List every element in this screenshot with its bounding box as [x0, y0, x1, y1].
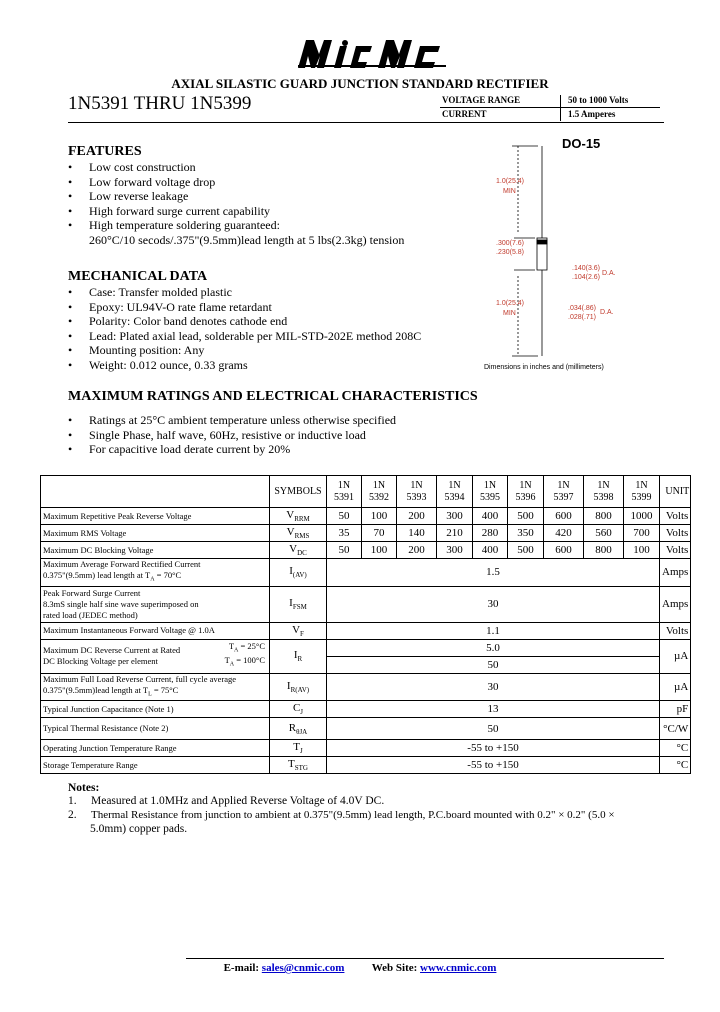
summary-col-divider: [560, 95, 561, 121]
mechanical-item: • Weight: 0.012 ounce, 0.33 grams: [68, 357, 248, 372]
part-header: 1N 5391: [327, 476, 362, 508]
email-link[interactable]: sales@cnmic.com: [261, 962, 345, 974]
symbols-header: SYMBOLS: [270, 476, 327, 508]
web-link[interactable]: www.cnmic.com: [420, 962, 497, 974]
note-2-cont: 5.0mm) copper pads.: [90, 823, 188, 835]
footer-rule: [186, 958, 664, 959]
web-label: Web Site:: [371, 962, 418, 974]
mechanical-item: • Epoxy: UL94V-O rate flame retardant: [68, 299, 272, 314]
table-row: Maximum Repetitive Peak Reverse Voltage $V_{RRM}$ 50 100 200 300 400 500 600 800 1000 Volts: [41, 508, 691, 525]
table-row: Maximum DC Reverse Current at Rated DC Blocking Voltage per element $T_A = 25^\circ C$ $T_A = 100^\circ C$ $I_R$ 5.0 µA: [41, 639, 691, 656]
note-2: 2. Thermal Resistance from junction to ambient at 0.375"(9.5mm) lead length, P.C.board mounted with 0.2" × 0.2" (5.0 ×: [68, 809, 615, 821]
part-header: 1N 5395: [473, 476, 508, 508]
rating-item: • Ratings at 25°C ambient temperature unless otherwise specified: [68, 413, 397, 427]
table-row: Typical Thermal Resistance (Note 2) $R_{\theta JA}$ 50 °C/W: [41, 718, 691, 740]
mechanical-item: • Polarity: Color band denotes cathode end: [68, 314, 288, 329]
ratings-list: [68, 413, 396, 457]
table-row: 50: [41, 656, 691, 673]
features-heading: FEATURES: [68, 144, 142, 159]
package-note: Dimensions in inches and (millimeters): [484, 364, 604, 371]
email-label: E-mail:: [223, 962, 260, 974]
part-header: 1N 5398: [584, 476, 624, 508]
part-range: 1N5391 THRU 1N5399: [68, 93, 252, 114]
table-row: Operating Junction Temperature Range $T_J$ -55 to +150 °C: [41, 740, 691, 757]
dim-body-dia1: .140(3.6): [572, 265, 601, 272]
part-header: 1N 5399: [624, 476, 660, 508]
features-list: [68, 160, 404, 248]
part-header: 1N 5392: [362, 476, 397, 508]
feature-item: • Low cost construction: [68, 160, 196, 174]
spec-table: [40, 475, 691, 774]
mechanical-item: • Lead: Plated axial lead, solderable per MIL-STD-202E method 208C: [68, 328, 422, 343]
dim-body-len1: .300(7.6): [496, 240, 525, 247]
part-header: 1N 5393: [397, 476, 437, 508]
notes: [68, 782, 615, 835]
feature-item: • Low forward voltage drop: [68, 174, 216, 189]
dim-body-len2: .230(5.8): [496, 249, 525, 256]
current-value: 1.5 Amperes: [568, 109, 616, 119]
table-row: Maximum Average Forward Rectified Current 0.375"(9.5mm) lead length at $T_A = 70^\circ C$ $I_{(AV)}$ 1.5 Amps: [41, 559, 691, 587]
part-header: 1N 5396: [508, 476, 544, 508]
dim-lead-dia2: .028(.71): [568, 314, 597, 321]
table-row: Maximum Instantaneous Forward Voltage @ 1.0A $V_F$ 1.1 Volts: [41, 622, 691, 639]
table-row: Maximum DC Blocking Voltage $V_{DC}$ 50 100 200 300 400 500 600 800 100 Volts: [41, 542, 691, 559]
dim-lead-bot: 1.0(25.4): [496, 300, 525, 307]
summary-divider: [440, 107, 660, 108]
voltage-value: 50 to 1000 Volts: [568, 95, 629, 105]
table-row: Storage Temperature Range $T_{STG}$ -55 to +150 °C: [41, 757, 691, 774]
header-blank: [41, 476, 270, 508]
document-title: AXIAL SILASTIC GUARD JUNCTION STANDARD RECTIFIER: [171, 76, 549, 91]
part-header: 1N 5397: [544, 476, 584, 508]
table-row: Maximum Full Load Reverse Current, full cycle average 0.375"(9.5mm)lead length at $T_L = 75^\circ C$ $I_{R(AV)}$ 30 µA: [41, 673, 691, 701]
package-label: DO-15: [562, 136, 601, 151]
current-label: CURRENT: [442, 109, 487, 119]
dim-lead-dia1: .034(.86): [568, 305, 597, 312]
dim-lead-top: 1.0(25.4): [496, 178, 525, 185]
dim-da2: D.A.: [600, 309, 614, 316]
feature-item: • Low reverse leakage: [68, 189, 189, 204]
note-1: 1. Measured at 1.0MHz and Applied Reverse Voltage of 4.0V DC.: [68, 795, 385, 807]
dim-body-dia2: .104(2.6): [572, 274, 601, 281]
mechanical-heading: MECHANICAL DATA: [68, 269, 208, 284]
notes-heading: Notes:: [68, 782, 100, 794]
dim-da1: D.A.: [602, 270, 616, 277]
table-header-row: [41, 476, 691, 508]
rating-item: • Single Phase, half wave, 60Hz, resistive or inductive load: [68, 427, 366, 442]
unit-header: UNIT: [660, 476, 691, 508]
dim-min-bot: MIN: [503, 310, 516, 317]
mechanical-list: [68, 285, 421, 373]
ratings-heading: MAXIMUM RATINGS AND ELECTRICAL CHARACTERISTICS: [68, 389, 478, 404]
footer: [0, 962, 720, 974]
mic-logo: [298, 40, 446, 68]
rating-item: • For capacitive load derate current by 20%: [68, 442, 291, 457]
feature-detail: 260°C/10 secods/.375"(9.5mm)lead length at 5 lbs(2.3kg) tension: [89, 232, 405, 247]
table-row: Maximum RMS Voltage $V_{RMS}$ 35 70 140 210 280 350 420 560 700 Volts: [41, 525, 691, 542]
feature-item: • High temperature soldering guaranteed:: [68, 218, 280, 233]
dim-min-top: MIN: [503, 188, 516, 195]
header-rule: [68, 122, 664, 123]
part-header: 1N 5394: [437, 476, 473, 508]
rating-summary: [440, 95, 660, 121]
feature-item: • High forward surge current capability: [68, 203, 271, 218]
table-row: Typical Junction Capacitance (Note 1) $C_J$ 13 pF: [41, 701, 691, 718]
voltage-label: VOLTAGE RANGE: [442, 95, 521, 105]
mechanical-item: • Case: Transfer molded plastic: [68, 285, 232, 299]
mechanical-item: • Mounting position: Any: [68, 343, 205, 358]
table-row: Peak Forward Surge Current 8.3mS single half sine wave superimposed on rated load (JEDEC method) $I_{FSM}$ 30 Amps: [41, 586, 691, 622]
